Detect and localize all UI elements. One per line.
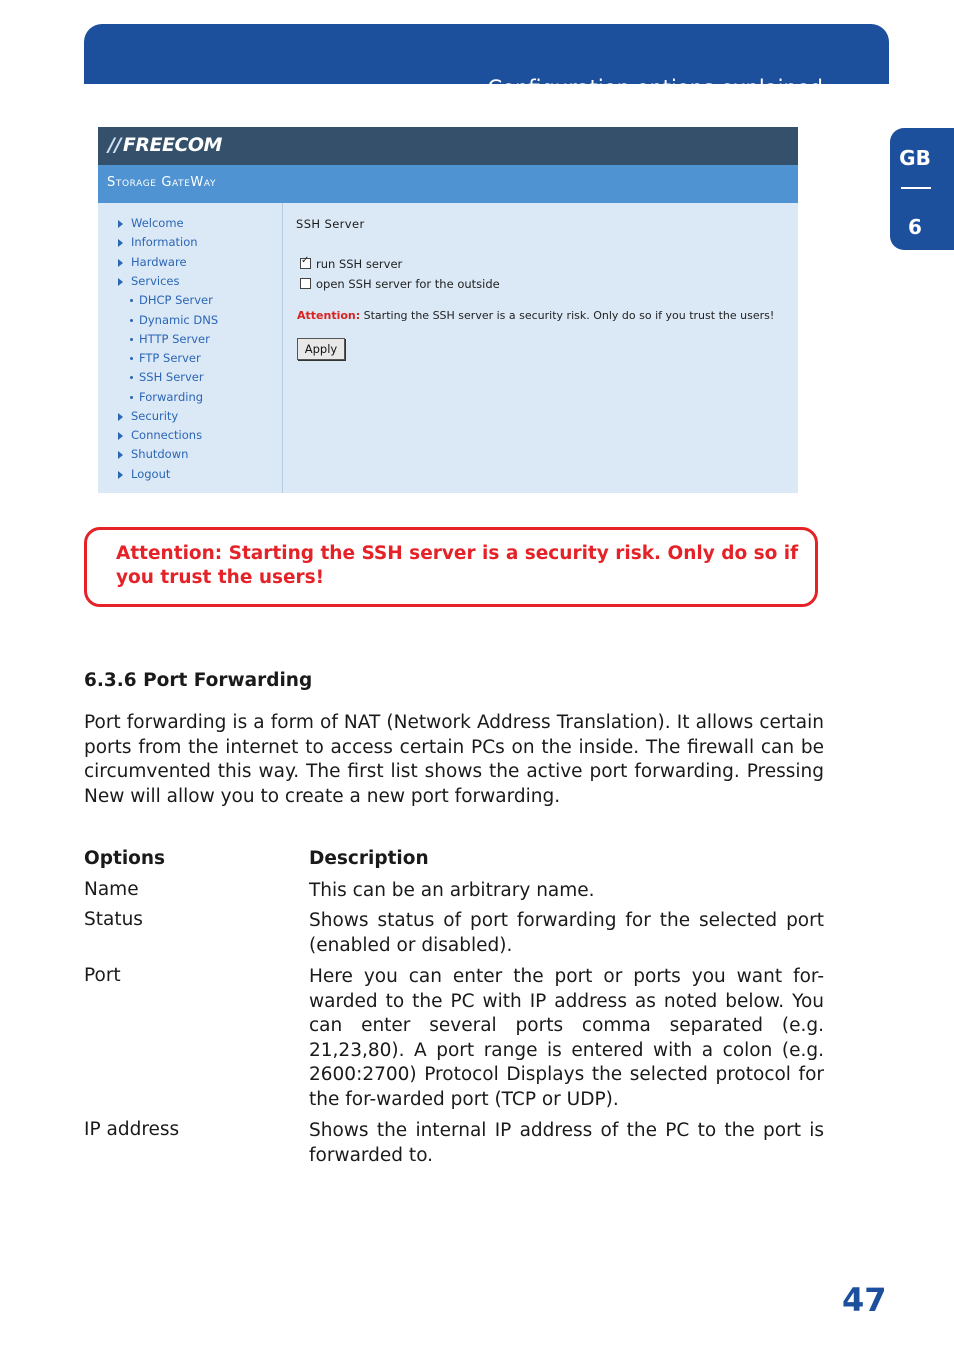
arrow-icon	[118, 432, 123, 440]
nav-item-logout[interactable]: Logout	[118, 467, 170, 481]
nav-item-http-server[interactable]: HTTP Server	[130, 332, 210, 346]
header-bar	[84, 24, 889, 100]
chapter-number: 6	[908, 215, 922, 239]
bullet-icon	[130, 338, 133, 341]
arrow-icon	[118, 239, 123, 247]
nav-item-hardware[interactable]: Hardware	[118, 255, 187, 269]
option-description: Shows status of port forwarding for the selected port (enabled or disabled).	[309, 910, 824, 956]
apply-button[interactable]: Apply	[297, 338, 345, 360]
bullet-icon	[130, 376, 133, 379]
open-outside-row[interactable]	[300, 277, 500, 291]
option-description: Shows the internal IP address of the PC to the port is forwarded to.	[309, 1120, 824, 1166]
bullet-icon	[130, 357, 133, 360]
freecom-logo: // FREECOM	[108, 134, 222, 156]
arrow-icon	[118, 220, 123, 228]
nav-item-dhcp-server[interactable]: DHCP Server	[130, 293, 213, 307]
description-header: Description	[309, 848, 429, 869]
option-name: IP address	[84, 1119, 180, 1140]
run-ssh-checkbox[interactable]	[300, 258, 311, 269]
option-name: Port	[84, 965, 121, 986]
option-description: This can be an arbitrary name.	[309, 880, 595, 901]
option-description: Here you can enter the port or ports you want for-warded to the PC with IP address as noted below. You can enter several ports comma separated (e.g. 21,23,80). A port range is entered with a colon (e.g. 2600:2700) Protocol Displays the selected protocol for the for-warded port (TCP or UDP).	[309, 966, 824, 1110]
arrow-icon	[118, 413, 123, 421]
screenshot-brand-bar	[98, 127, 798, 165]
nav-item-security[interactable]: Security	[118, 409, 178, 423]
bullet-icon	[130, 299, 133, 302]
screenshot-product-bar	[98, 165, 798, 203]
option-name: Status	[84, 909, 143, 930]
section-heading: 6.3.6 Port Forwarding	[84, 670, 313, 691]
page-number: 47	[842, 1281, 887, 1319]
open-outside-label: open SSH server for the outside	[316, 277, 500, 291]
screenshot-attention: Attention: Starting the SSH server is a security risk. Only do so if you trust the users!	[297, 309, 775, 322]
screenshot-nav	[98, 203, 283, 493]
open-outside-checkbox[interactable]	[300, 278, 311, 289]
header-title: Configuration options explained	[487, 76, 823, 100]
language-label: GB	[899, 146, 931, 170]
options-header: Options	[84, 848, 166, 869]
arrow-icon	[118, 278, 123, 286]
nav-item-dynamic-dns[interactable]: Dynamic DNS	[130, 313, 218, 327]
screenshot-main-panel	[283, 203, 798, 493]
option-name: Name	[84, 879, 139, 900]
nav-item-forwarding[interactable]: Forwarding	[130, 390, 203, 404]
nav-item-information[interactable]: Information	[118, 235, 198, 249]
nav-item-services[interactable]: Services	[118, 274, 180, 288]
language-chapter-tab	[890, 128, 954, 250]
arrow-icon	[118, 451, 123, 459]
run-ssh-row[interactable]	[300, 257, 402, 271]
arrow-icon	[118, 471, 123, 479]
bullet-icon	[130, 319, 133, 322]
bullet-icon	[130, 396, 133, 399]
arrow-icon	[118, 259, 123, 267]
product-name: Storage GateWay	[107, 175, 217, 190]
intro-paragraph: Port forwarding is a form of NAT (Network Address Translation). It allows certain ports from the internet to access certain PCs on the inside. The firewall can be circumvented this way. The first list shows the active port forwarding. Pressing New will allow you to create a new port forwarding.	[84, 712, 824, 807]
ssh-server-screenshot	[98, 127, 798, 493]
tab-divider	[901, 187, 931, 189]
nav-item-shutdown[interactable]: Shutdown	[118, 447, 188, 461]
nav-item-ftp-server[interactable]: FTP Server	[130, 351, 201, 365]
nav-item-ssh-server[interactable]: SSH Server	[130, 370, 204, 384]
run-ssh-label: run SSH server	[316, 257, 403, 271]
attention-text: Attention: Starting the SSH server is a security risk. Only do so if you trust the users!	[116, 543, 799, 588]
attention-box	[84, 527, 818, 607]
nav-item-connections[interactable]: Connections	[118, 428, 202, 442]
nav-item-welcome[interactable]: Welcome	[118, 216, 184, 230]
ssh-section-title: SSH Server	[296, 217, 365, 231]
